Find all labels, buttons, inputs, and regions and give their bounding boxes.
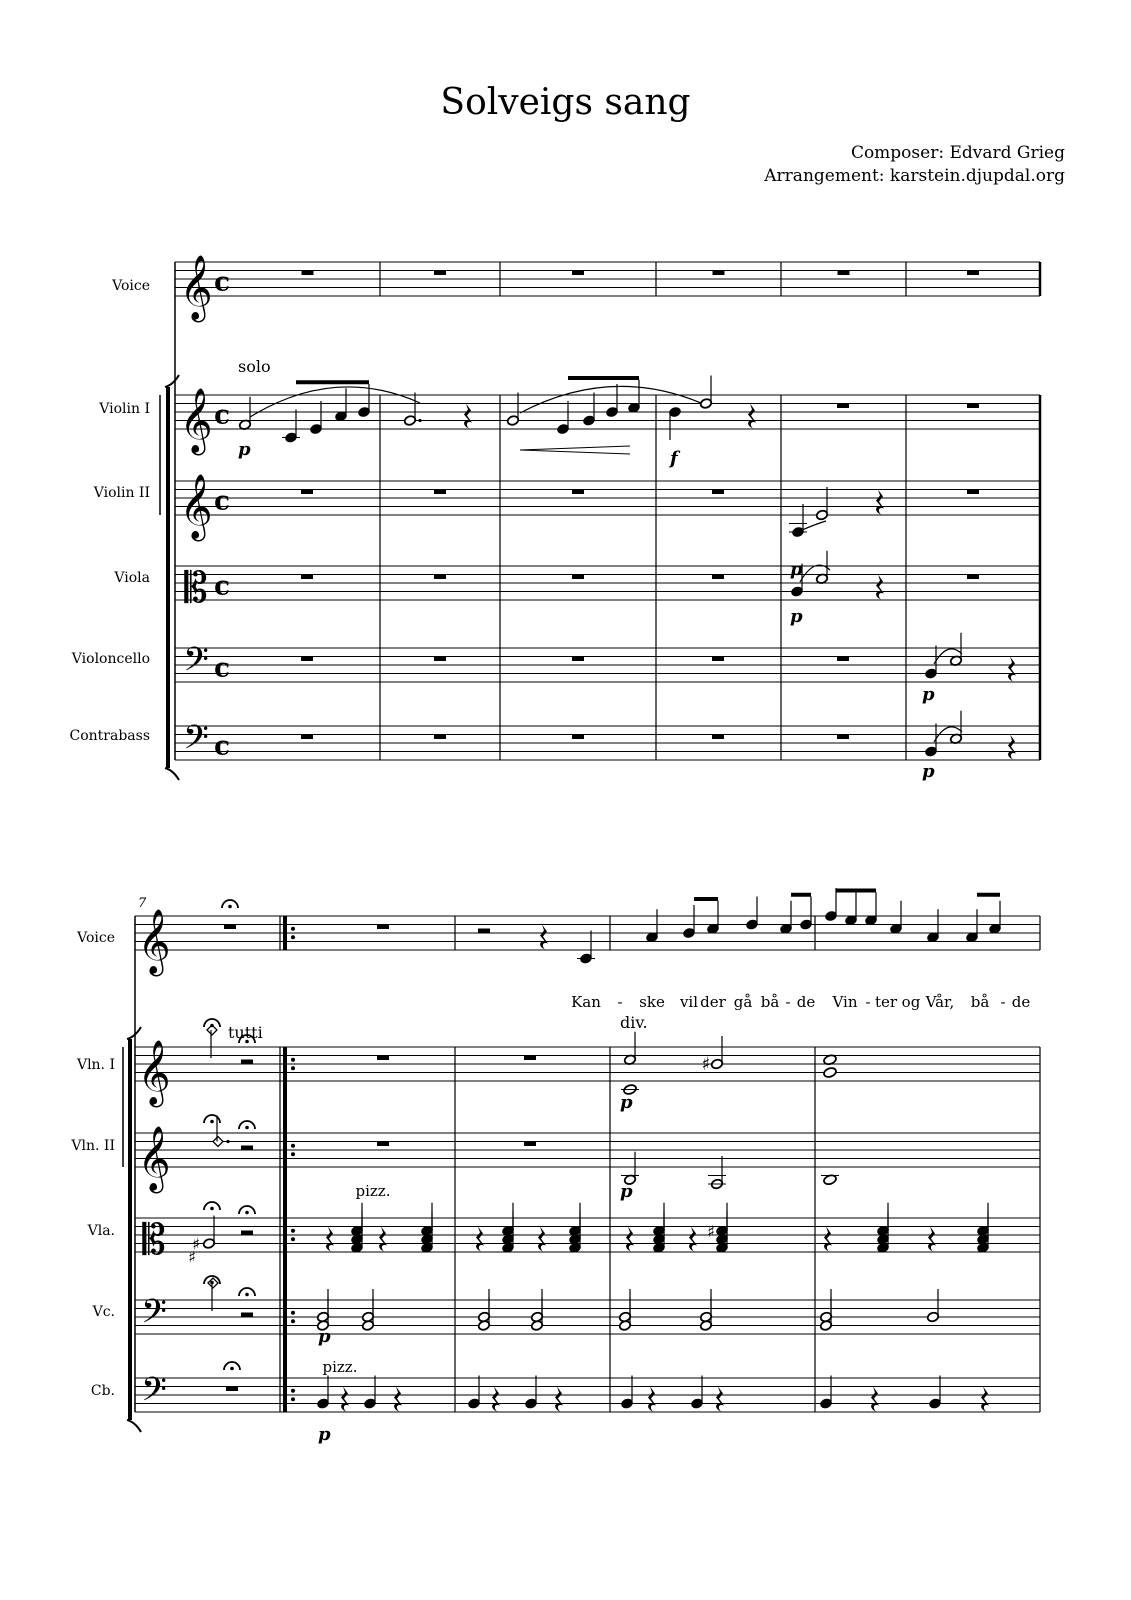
- dynamic-mark: p: [922, 761, 935, 782]
- system1-clef-4: 𝄢: [183, 641, 209, 687]
- lyric-syllable: ske: [639, 993, 665, 1011]
- dot: [226, 1140, 229, 1143]
- system1-instrument-label: Violoncello: [71, 651, 150, 667]
- violin2-whole-rest: [377, 1142, 389, 1147]
- repeat-dot: [291, 1237, 295, 1241]
- viola-whole-rest: [301, 575, 313, 580]
- contrabass-quarter-rest: [648, 1387, 656, 1412]
- repeat-dot: [291, 1058, 295, 1062]
- voice-beam: [977, 893, 1000, 897]
- voice-beam: [791, 893, 811, 897]
- system1-instrument-label: Violin II: [93, 485, 150, 501]
- system1-clef-3: 𝄡: [184, 563, 208, 612]
- system2-instrument-label: Vc.: [92, 1304, 115, 1320]
- dynamic-mark: p: [620, 1092, 633, 1113]
- dynamic-mark: p: [318, 1424, 331, 1445]
- tutti-direction: tutti: [228, 1023, 263, 1042]
- viola-whole-rest: [967, 575, 979, 580]
- system2-clef-3: 𝄡: [142, 1215, 166, 1264]
- violin2-whole-rest: [434, 490, 446, 495]
- system1-clef-0: 𝄞: [179, 255, 213, 320]
- system2-instrument-label: Cb.: [90, 1383, 115, 1399]
- violin2-whole-rest: [572, 490, 584, 495]
- voice-beam: [836, 889, 876, 893]
- contrabass-quarter-rest: [341, 1387, 349, 1412]
- contrabass-quarter-rest: [871, 1387, 879, 1412]
- cello-half-rest: [241, 1313, 253, 1318]
- viola-quarter-rest: [689, 1227, 697, 1252]
- voice-fermata-dot: [228, 905, 232, 909]
- violin2-whole-rest: [967, 490, 979, 495]
- cello-whole-rest: [301, 657, 313, 662]
- lyric-syllable: -: [785, 993, 791, 1011]
- system2-clef-2: 𝄞: [137, 1126, 171, 1191]
- bracket-hook: [127, 1420, 141, 1432]
- system1-time-4: c: [214, 653, 230, 684]
- composer-credit: Composer: Edvard Grieg: [850, 143, 1065, 163]
- lyric-syllable: og: [901, 993, 921, 1011]
- viola-quarter-rest: [538, 1227, 546, 1252]
- violin2-quarter-rest: [876, 490, 884, 515]
- pizzicato-direction: pizz.: [322, 1358, 358, 1376]
- sharp-accidental: ♯: [188, 1247, 196, 1267]
- dynamic-mark: p: [620, 1181, 633, 1202]
- lyric-syllable: -: [1000, 993, 1006, 1011]
- violin1-whole-rest: [967, 404, 979, 409]
- repeat-dot: [291, 935, 295, 939]
- dynamic-mark: p: [790, 559, 803, 580]
- violin1-whole-note: [823, 1067, 837, 1079]
- contrabass-whole-rest: [837, 735, 849, 740]
- contrabass-whole-rest: [572, 735, 584, 740]
- contrabass-quarter-rest: [555, 1387, 563, 1412]
- contrabass-quarter-rest: [492, 1387, 500, 1412]
- system2-clef-5: 𝄢: [141, 1371, 167, 1417]
- dot: [418, 419, 421, 422]
- system1-clef-5: 𝄢: [183, 719, 209, 765]
- system2-clef-0: 𝄞: [137, 909, 171, 974]
- violin2-slur: [800, 521, 826, 531]
- lyric-syllable: der: [700, 993, 726, 1011]
- violin1-quarter-rest: [748, 404, 756, 429]
- solo-direction: solo: [238, 357, 271, 376]
- viola-half-rest: [241, 1231, 253, 1236]
- cello-whole-rest: [572, 657, 584, 662]
- system2-clef-1: 𝄞: [137, 1040, 171, 1105]
- violin1-whole-rest: [837, 404, 849, 409]
- lyric-syllable: -: [617, 993, 623, 1011]
- violin1-whole-rest: [524, 1056, 536, 1061]
- dynamic-mark: p: [238, 439, 251, 460]
- viola-quarter-rest: [928, 1227, 936, 1252]
- violin2-fermata-dot: [245, 1126, 249, 1130]
- cello-fermata-dot: [210, 1281, 214, 1285]
- violin1-beam: [296, 380, 369, 384]
- voice-whole-rest: [434, 271, 446, 276]
- lyric-syllable: Kan: [571, 993, 601, 1011]
- crescendo-hairpin: [520, 446, 630, 454]
- violin2-whole-rest: [524, 1142, 536, 1147]
- lyric-syllable: Vår,: [925, 993, 955, 1011]
- lyric-syllable: -: [865, 993, 871, 1011]
- cello-whole-rest: [837, 657, 849, 662]
- contrabass-fermata-dot: [230, 1367, 234, 1371]
- system1-instrument-label: Contrabass: [69, 728, 150, 744]
- contrabass-quarter-rest: [981, 1387, 989, 1412]
- repeat-dot: [291, 1319, 295, 1323]
- viola-quarter-rest: [326, 1227, 334, 1252]
- system1-clef-1: 𝄞: [179, 388, 213, 453]
- viola-fermata-dot: [245, 1211, 249, 1215]
- repeat-dot: [291, 1066, 295, 1070]
- sharp-accidental: ♯: [192, 1234, 200, 1254]
- voice-quarter-rest: [540, 925, 548, 950]
- viola-quarter-rest: [626, 1227, 634, 1252]
- viola-whole-rest: [572, 575, 584, 580]
- contrabass-whole-rest: [434, 735, 446, 740]
- viola-whole-rest: [712, 575, 724, 580]
- system1-time-1: c: [214, 400, 230, 431]
- repeat-dot: [291, 1229, 295, 1233]
- sharp-accidental: ♯: [701, 1054, 711, 1075]
- repeat-dot: [291, 927, 295, 931]
- repeat-dot: [291, 1144, 295, 1148]
- system1-time-5: c: [214, 731, 230, 762]
- viola-quarter-rest: [824, 1227, 832, 1252]
- violin1-beam: [568, 376, 639, 380]
- low-strings-quarter-rest: [1008, 657, 1016, 682]
- low-strings-quarter-rest: [1008, 735, 1016, 760]
- system1-clef-2: 𝄞: [179, 474, 213, 539]
- violin2-half-rest: [241, 1146, 253, 1151]
- voice-whole-rest: [302, 271, 314, 276]
- system1-instrument-label: Voice: [112, 278, 150, 294]
- contrabass-whole-rest: [712, 735, 724, 740]
- voice-whole-rest: [967, 271, 979, 276]
- cello-fermata-dot: [245, 1293, 249, 1297]
- contrabass-quarter-rest: [394, 1387, 402, 1412]
- lyric-syllable: de: [796, 993, 816, 1011]
- dynamic-mark: p: [318, 1326, 331, 1347]
- lyric-syllable: vil: [679, 993, 699, 1011]
- viola-quarter-rest: [476, 1227, 484, 1252]
- harmonic-note: [213, 1137, 223, 1147]
- voice-whole-rest: [838, 271, 850, 276]
- violin1-fermata-dot: [210, 1024, 214, 1028]
- system1-time-0: c: [214, 267, 230, 298]
- voice-beam: [694, 897, 718, 901]
- lyric-syllable: bå: [760, 993, 780, 1011]
- system2-instrument-label: Voice: [77, 930, 115, 946]
- repeat-dot: [291, 1389, 295, 1393]
- system2-instrument-label: Vln. II: [71, 1138, 115, 1154]
- violin2-whole-rest: [712, 490, 724, 495]
- repeat-dot: [291, 1152, 295, 1156]
- bracket-hook: [165, 768, 179, 780]
- lyric-syllable: de: [1011, 993, 1031, 1011]
- contrabass-quarter-rest: [716, 1387, 724, 1412]
- sharp-accidental: ♯: [707, 1221, 715, 1241]
- viola-whole-rest: [434, 575, 446, 580]
- voice-whole-rest: [572, 271, 584, 276]
- system2-instrument-label: Vln. I: [76, 1057, 115, 1073]
- system1-instrument-label: Viola: [114, 570, 150, 586]
- cello-whole-rest: [712, 657, 724, 662]
- lyric-syllable: gå: [733, 993, 753, 1011]
- system2-instrument-label: Vla.: [87, 1223, 115, 1239]
- violin2-whole-rest: [301, 490, 313, 495]
- lyric-syllable: Vin: [832, 993, 858, 1011]
- system2-clef-4: 𝄢: [141, 1293, 167, 1339]
- system1-instrument-label: Violin I: [99, 401, 150, 417]
- voice-whole-rest: [713, 271, 725, 276]
- contrabass-whole-rest: [301, 735, 313, 740]
- voice-whole-rest: [377, 925, 389, 930]
- violin2-fermata-dot: [210, 1120, 214, 1124]
- dynamic-mark: p: [790, 606, 803, 627]
- viola-quarter-rest: [876, 575, 884, 600]
- violin1-whole-rest: [377, 1056, 389, 1061]
- voice-half-rest: [478, 929, 490, 934]
- contrabass-whole-rest: [226, 1387, 238, 1392]
- bracket-hook: [127, 1027, 141, 1039]
- dynamic-mark: f: [670, 448, 678, 469]
- system1-time-3: c: [214, 571, 230, 602]
- voice-whole-rest: [224, 925, 236, 930]
- repeat-dot: [291, 1397, 295, 1401]
- lyric-syllable: ter: [874, 993, 898, 1011]
- divisi-direction: div.: [620, 1013, 648, 1032]
- lyric-syllable: bå: [970, 993, 990, 1011]
- arranger-credit: Arrangement: karstein.djupdal.org: [764, 166, 1065, 186]
- viola-quarter-rest: [379, 1227, 387, 1252]
- dynamic-mark: p: [922, 684, 935, 705]
- violin1-quarter-rest: [464, 404, 472, 429]
- violin1-half-rest: [241, 1060, 253, 1065]
- cello-whole-rest: [434, 657, 446, 662]
- score-title: Solveigs sang: [440, 82, 691, 123]
- viola-fermata-dot: [210, 1207, 214, 1211]
- pizzicato-direction: pizz.: [355, 1182, 391, 1200]
- repeat-dot: [291, 1311, 295, 1315]
- measure-number: 7: [138, 896, 147, 911]
- bracket-hook: [165, 375, 179, 387]
- system1-time-2: c: [214, 486, 230, 517]
